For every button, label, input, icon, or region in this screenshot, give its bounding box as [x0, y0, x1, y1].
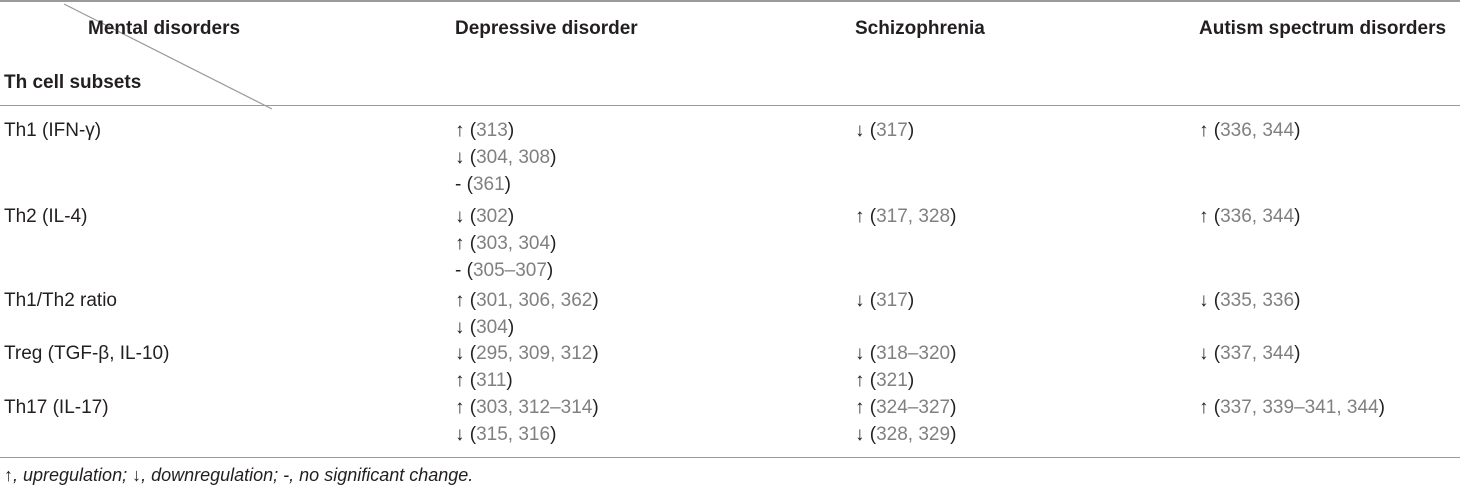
cell-entry: - (361)	[455, 174, 511, 195]
citation-ref[interactable]: 317	[876, 120, 908, 141]
row-label: Th2 (IL-4)	[4, 206, 88, 227]
trend-arrow: ↑	[455, 233, 465, 254]
table-cell	[855, 394, 956, 448]
citation-ref[interactable]: 321	[876, 370, 908, 391]
cell-entry: ↑ (301, 306, 362)	[455, 290, 599, 311]
table-cell	[855, 340, 956, 394]
cell-entry: ↓ (318–320)	[855, 343, 957, 364]
citation-ref[interactable]: 336, 344	[1220, 120, 1295, 141]
citation-ref[interactable]: 313	[476, 120, 508, 141]
trend-arrow: ↓	[855, 343, 865, 364]
cell-entry: ↑ (336, 344)	[1199, 206, 1301, 227]
citation-ref[interactable]: 318–320	[876, 343, 951, 364]
cell-entry: ↑ (303, 304)	[455, 233, 557, 254]
table-cell	[1199, 394, 1385, 421]
trend-arrow: ↑	[1199, 397, 1209, 418]
table-cell	[1199, 340, 1300, 367]
citation-ref[interactable]: 317	[876, 290, 908, 311]
cell-entry: ↑ (303, 312–314)	[455, 397, 599, 418]
citation-ref[interactable]: 317, 328	[876, 206, 951, 227]
cell-entry: ↑ (324–327)	[855, 397, 957, 418]
trend-arrow: -	[455, 260, 462, 281]
table-header-rule	[0, 105, 1460, 106]
citation-ref[interactable]: 302	[476, 206, 508, 227]
citation-ref[interactable]: 336, 344	[1220, 206, 1295, 227]
row-label: Th1 (IFN-γ)	[4, 120, 102, 141]
trend-arrow: ↓	[1199, 343, 1209, 364]
column-header-schizophrenia: Schizophrenia	[855, 18, 985, 39]
table-cell	[1199, 287, 1300, 314]
table-cell	[1199, 203, 1300, 230]
cell-entry: ↑ (337, 339–341, 344)	[1199, 397, 1385, 418]
citation-ref[interactable]: 304	[476, 317, 508, 338]
row-label: Treg (TGF-β, IL-10)	[4, 343, 170, 364]
cell-entry: ↓ (295, 309, 312)	[455, 343, 599, 364]
citation-ref[interactable]: 305–307	[472, 260, 547, 281]
citation-ref[interactable]: 315, 316	[476, 424, 551, 445]
trend-arrow: ↓	[1199, 290, 1209, 311]
trend-arrow: ↑	[855, 397, 865, 418]
table-cell	[455, 287, 599, 341]
trend-arrow: ↓	[855, 120, 865, 141]
table-cell	[1199, 117, 1300, 144]
row-label: Th17 (IL-17)	[4, 397, 109, 418]
trend-arrow: ↑	[455, 290, 465, 311]
citation-ref[interactable]: 335, 336	[1220, 290, 1295, 311]
table-footnote: ↑, upregulation; ↓, downregulation; -, no significant change.	[4, 465, 474, 485]
table-cell	[455, 117, 556, 198]
cell-entry: ↓ (328, 329)	[855, 424, 957, 445]
trend-arrow: ↓	[455, 147, 465, 168]
cell-entry: - (305–307)	[455, 260, 554, 281]
citation-ref[interactable]: 303, 312–314	[476, 397, 593, 418]
corner-header-th-cell-subsets: Th cell subsets	[4, 72, 142, 93]
table-cell	[855, 117, 914, 144]
table-cell	[455, 394, 599, 448]
table-cell	[455, 340, 599, 394]
citation-ref[interactable]: 328, 329	[876, 424, 951, 445]
citation-ref[interactable]: 311	[476, 370, 507, 391]
citation-ref[interactable]: 301, 306, 362	[476, 290, 593, 311]
trend-arrow: ↑	[1199, 206, 1209, 227]
trend-arrow: ↓	[855, 424, 865, 445]
citation-ref[interactable]: 337, 344	[1220, 343, 1295, 364]
trend-arrow: -	[455, 174, 462, 195]
cell-entry: ↓ (304, 308)	[455, 147, 557, 168]
citation-ref[interactable]: 337, 339–341, 344	[1220, 397, 1379, 418]
trend-arrow: ↓	[455, 206, 465, 227]
corner-diagonal-line	[0, 0, 280, 112]
trend-arrow: ↓	[455, 317, 465, 338]
citation-ref[interactable]: 303, 304	[476, 233, 551, 254]
corner-header-mental-disorders: Mental disorders	[88, 18, 241, 39]
trend-arrow: ↑	[855, 206, 865, 227]
table-cell	[855, 203, 956, 230]
cell-entry: ↑ (321)	[855, 370, 915, 391]
column-header-autism-spectrum-disorders: Autism spectrum disorders	[1199, 18, 1447, 39]
trend-arrow: ↓	[455, 343, 465, 364]
trend-arrow: ↑	[455, 370, 465, 391]
citation-ref[interactable]: 295, 309, 312	[476, 343, 593, 364]
cell-entry: ↑ (311)	[455, 370, 513, 391]
table-cell	[855, 287, 914, 314]
cell-entry: ↓ (335, 336)	[1199, 290, 1301, 311]
cell-entry: ↑ (336, 344)	[1199, 120, 1301, 141]
cell-entry: ↓ (317)	[855, 290, 915, 311]
cell-entry: ↓ (317)	[855, 120, 915, 141]
citation-ref[interactable]: 324–327	[876, 397, 951, 418]
cell-entry: ↓ (315, 316)	[455, 424, 557, 445]
cell-entry: ↓ (337, 344)	[1199, 343, 1301, 364]
cell-entry: ↑ (313)	[455, 120, 515, 141]
table-cell	[455, 203, 556, 284]
cell-entry: ↑ (317, 328)	[855, 206, 957, 227]
cell-entry: ↓ (302)	[455, 206, 515, 227]
table-bottom-rule	[0, 457, 1460, 458]
cell-entry: ↓ (304)	[455, 317, 515, 338]
citation-ref[interactable]: 304, 308	[476, 147, 551, 168]
trend-arrow: ↑	[455, 120, 465, 141]
column-header-depressive-disorder: Depressive disorder	[455, 18, 638, 39]
trend-arrow: ↑	[1199, 120, 1209, 141]
trend-arrow: ↑	[455, 397, 465, 418]
trend-arrow: ↓	[855, 290, 865, 311]
trend-arrow: ↓	[455, 424, 465, 445]
citation-ref[interactable]: 361	[472, 174, 505, 195]
row-label: Th1/Th2 ratio	[4, 290, 117, 311]
trend-arrow: ↑	[855, 370, 865, 391]
